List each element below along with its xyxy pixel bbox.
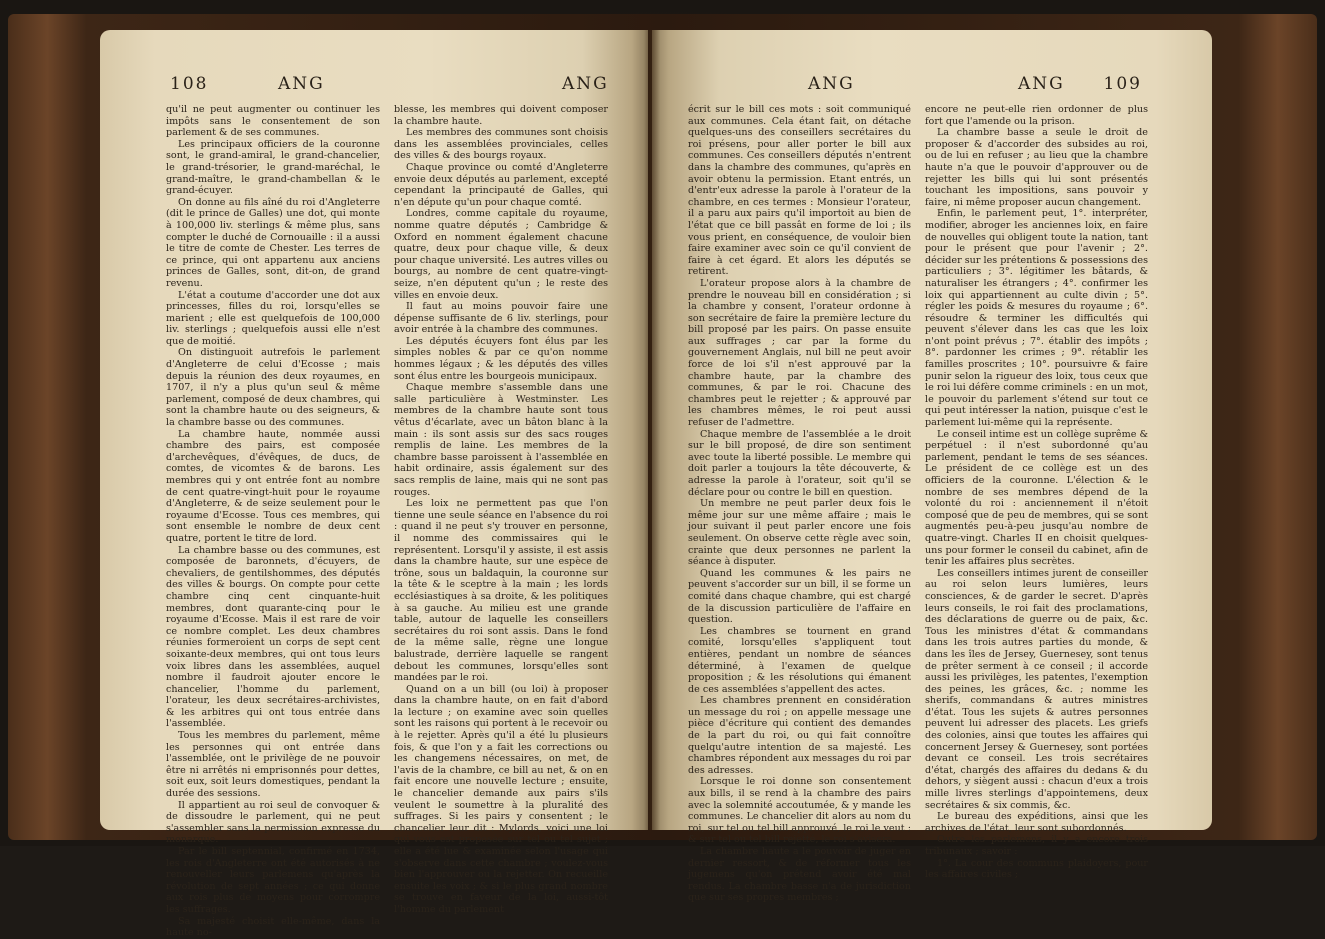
paragraph: On donne au fils aîné du roi d'Angleterre (dit le prince de Galles) une dot, qui monte à 100,000 liv. sterlings & même plus, sans compter le duché de Cornouaille : il a aussi le titre de comte de Chester. Les terres de ce prince, qui ont appartenu aux anciens princes de Galles, sont, dit-on, de grand revenu. [166, 196, 380, 289]
paragraph: Le conseil intime est un collège suprême & perpétuel : il n'est subordonné qu'au parlement, pendant le tems de ses séances. Le président de ce collège est un des officiers de la couronne. L'élection & le nombre de ses membres dépend de la volonté du roi : anciennement il n'étoit composé que de peu de membres, qui se sont augmentés peu-à-peu jusqu'au nombre de quatre-vingt. Charles II en choisit quelques-uns pour former le conseil du cabinet, afin de tenir les affaires plus secrètes. [925, 428, 1148, 568]
paragraph: Les chambres se tournent en grand comité, lorsqu'elles s'appliquent tout entières, pendant un nombre de séances déterminé, à l'examen de quelque proposition ; & les résolutions qui émanent de ces assemblées s'appellent des actes. [688, 625, 911, 695]
paragraph: Les loix ne permettent pas que l'on tienne une seule séance en l'absence du roi : quand il ne peut s'y trouver en personne, il nomme des commissaires qui le représentent. Lorsqu'il y assiste, il est assis dans la chambre haute, sur une espèce de trône, sous un baldaquin, la couronne sur la tête & le sceptre à la main ; les lords ecclésiastiques à sa droite, & les politiques à sa gauche. Au milieu est une grande table, autour de laquelle les conseillers secrétaires du roi sont assis. Dans le fond de la même salle, règne une longue balustrade, derrière laquelle se rangent debout les communes, lorsqu'elles sont mandées par le roi. [394, 498, 608, 684]
left-column-1 [166, 104, 380, 939]
right-column-2 [925, 104, 1148, 881]
paragraph: Quand les communes & les pairs ne peuvent s'accorder sur un bill, il se forme un comité dans chaque chambre, qui est chargé de la discussion particulière de l'affaire en question. [688, 567, 911, 626]
paragraph: Les membres des communes sont choisis dans les assemblées provinciales, celles des villes & des bourgs royaux. [394, 127, 608, 162]
book-gutter [644, 30, 660, 830]
paragraph: Les principaux officiers de la couronne sont, le grand-amiral, le grand-chancelier, le grand-trésorier, le grand-maréchal, le grand-maître, le grand-chambellan & le grand-écuyer. [166, 138, 380, 197]
paragraph: Il faut au moins pouvoir faire une dépense suffisante de 6 liv. sterlings, pour avoir entrée à la chambre des communes. [394, 301, 608, 336]
paragraph: La chambre haute, nommée aussi chambre des pairs, est composée d'archevêques, d'évêques, de ducs, de comtes, de vicomtes & de barons. Les membres qui y ont entrée font au nombre de cent quatre-vingt-huit pour le royaume d'Angleterre, & de seize seulement pour le royaume d'Ecosse. Tous ces membres, qui sont ensemble le nombre de deux cent quatre, portent le titre de lord. [166, 428, 380, 544]
right-page-number: 109 [1103, 74, 1142, 94]
left-column-2 [394, 104, 608, 915]
paragraph: Chaque membre s'assemble dans une salle particulière à Westminster. Les membres de la chambre haute sont tous vêtus d'écarlate, avec un bâton blanc à la main : ils sont assis sur des sacs rouges remplis de laine. Les membres de la chambre basse paroissent à l'assemblée en habit ordinaire, assis également sur des sacs remplis de laine, mais qui ne sont pas rouges. [394, 382, 608, 498]
right-column-1 [688, 104, 911, 904]
left-running-head [170, 74, 608, 100]
paragraph: Les conseillers intimes jurent de conseiller au roi selon leurs lumières, leurs consciences, & de garder le secret. D'après leurs conseils, le roi fait des proclamations, des déclarations de guerre ou de paix, &c. Tous les ministres d'état & commandans dans les trois autres parties du monde, & dans les îles de Jersey, Guernesey, sont tenus de prêter serment à ce conseil ; il accorde aussi les privilèges, les patentes, l'exemption des peines, les grâces, &c. ; nomme les sherifs, commandans & autres ministres d'état. Tous les sujets & autres personnes peuvent lui adresser des placets. Les griefs des colonies, ainsi que toutes les affaires qui concernent Jersey & Guernesey, sont portées devant ce conseil. Les trois secrétaires d'état, chargés des affaires du dedans & du dehors, y siègent aussi : chacun d'eux a trois mille livres sterlings d'appointemens, deux secrétaires & six commis, &c. [925, 567, 1148, 811]
paragraph: Tous les membres du parlement, même les personnes qui ont entrée dans l'assemblée, ont le privilège de ne pouvoir être ni arrêtés ni emprisonnés pour dettes, soit eux, soit leurs domestiques, pendant la durée des sessions. [166, 730, 380, 800]
right-columns [688, 104, 1148, 904]
paragraph: encore ne peut-elle rien ordonner de plus fort que l'amende ou la prison. [925, 104, 1148, 127]
right-running-head-2: ANG [1018, 74, 1065, 94]
paragraph: Les députés écuyers font élus par les simples nobles & par ce qu'on nomme hommes légaux ; & les députés des villes sont élus entre les bourgeois municipaux. [394, 335, 608, 382]
paragraph: L'état a coutume d'accorder une dot aux princesses, filles du roi, lorsqu'elles se marient ; elle est quelquefois de 100,000 liv. sterlings ; quelquefois aussi elle n'est que de moitié. [166, 289, 380, 347]
left-running-head-2: ANG [562, 74, 609, 94]
paragraph: Le bureau des expéditions, ainsi que les archives de l'état, leur sont subordonnés. [925, 811, 1148, 834]
left-page [100, 30, 648, 939]
paragraph: La chambre basse a seule le droit de proposer & d'accorder des subsides au roi, ou de lui en refuser ; au lieu que la chambre haute n'a que le pouvoir d'approuver ou de rejetter les bills qui lui sont présentés touchant les impositions, sans pouvoir y faire, ni même proposer aucun changement. [925, 127, 1148, 208]
paragraph: On distinguoit autrefois le parlement d'Angleterre de celui d'Ecosse ; mais depuis la réunion des deux royaumes, en 1707, il n'y a plus qu'un seul & même parlement, composé de deux chambres, qui sont la chambre haute ou des seigneurs, & la chambre basse ou des communes. [166, 347, 380, 429]
right-page [652, 30, 1212, 904]
paragraph: Outre les parlemens, il y a encore trois tribunaux ; savoir : [925, 834, 1148, 857]
right-running-head [688, 74, 1142, 100]
paragraph: Chaque membre de l'assemblée a le droit sur le bill proposé, de dire son sentiment avec toute la liberté possible. Le membre qui doit parler a toujours la tête découverte, & adresse la parole à l'orateur, soit qu'il se déclare pour ou contre le bill en question. [688, 428, 911, 498]
left-page-number: 108 [170, 74, 209, 94]
right-running-head-1: ANG [808, 74, 855, 94]
paragraph: Sa majesté choisit elle-même, dans la haute no- [166, 915, 380, 939]
paragraph: écrit sur le bill ces mots : soit communiqué aux communes. Cela étant fait, on détache quelques-uns des conseillers secrétaires du roi présens, pour aller porter le bill aux communes. Ces conseillers députés n'entrent dans la chambre des communes, qu'après en avoir obtenu la permission. Etant entrés, un d'entr'eux adresse la parole à l'orateur de la chambre, en ces termes : Monsieur l'orateur, il a paru aux pairs qu'il importoit au bien de l'état que ce bill passât en forme de loi ; ils vous prient, en conséquence, de vouloir bien faire examiner avec soin ce qu'il convient de faire à cet égard. Et alors les députés se retirent. [688, 104, 911, 278]
paragraph: Il appartient au roi seul de convoquer & de dissoudre le parlement, qui ne peut s'assembler sans la permission expresse du monarque. [166, 799, 380, 846]
paragraph: La chambre basse ou des communes, est composée de baronnets, d'écuyers, de chevaliers, de gentilshommes, des députés des villes & bourgs. On compte pour cette chambre cinq cent cinquante-huit membres, dont quarante-cinq pour le royaume d'Ecosse. Mais il est rare de voir ce nombre complet. Les deux chambres réunies formeroient un corps de sept cent soixante-deux membres, qui ont tous leurs voix libres dans les assemblées, auquel nombre il faudroit ajouter encore le chancelier, l'homme du parlement, l'orateur, les deux secrétaires-archivistes, & les arbitres qui ont tous entrée dans l'assemblée. [166, 544, 380, 730]
left-columns [166, 104, 608, 939]
paragraph: blesse, les membres qui doivent composer la chambre haute. [394, 104, 608, 127]
paragraph: Un membre ne peut parler deux fois le même jour sur une même affaire ; mais le jour suivant il peut parler encore une fois seulement. On observe cette règle avec soin, crainte que deux personnes ne parlent la séance à disputer. [688, 498, 911, 568]
paragraph: L'orateur propose alors à la chambre de prendre le nouveau bill en considération ; si la chambre y consent, l'orateur ordonne à son secrétaire de faire la première lecture du bill proposé par les pairs. On passe ensuite aux suffrages ; car par la forme du gouvernement Anglais, nul bill ne peut avoir force de loi s'il n'est approuvé par la chambre haute, par la chambre des communes, & par le roi. Chacune des chambres peut le rejetter ; & approuvé par les chambres mêmes, le roi peut aussi refuser de l'admettre. [688, 277, 911, 429]
paragraph: La chambre haute a le pouvoir de juger en dernier ressort, & de réformer tous les jugemens qu'on prétend avoir été mal rendus. La chambre basse n'a de jurisdiction que sur ses propres membres ; [688, 846, 911, 904]
paragraph: Chaque province ou comté d'Angleterre envoie deux députés au parlement, excepté cependant la principauté de Galles, qui n'en députe qu'un pour chaque comté. [394, 161, 608, 208]
paragraph: 1°. La cour des communs plaidoyers, pour les affaires civiles ; [925, 857, 1148, 881]
paragraph: Enfin, le parlement peut, 1°. interpréter, modifier, abroger les anciennes loix, en faire de nouvelles qui obligent toute la nation, tant pour le présent que pour l'avenir ; 2°. décider sur les prétentions & possessions des particuliers ; 3°. légitimer les bâtards, & naturaliser les étrangers ; 4°. confirmer les loix qui appartiennent au culte divin ; 5°. régler les poids & mesures du royaume ; 6°. résoudre & terminer les difficultés qui peuvent s'élever dans les cas que les loix n'ont point prévus ; 7°. établir des impôts ; 8°. pardonner les crimes ; 9°. rétablir les familles proscrites ; 10°. poursuivre & faire punir selon la rigueur des loix, tous ceux que le roi lui défère comme criminels : en un mot, le pouvoir du parlement s'étend sur tout ce qui peut intéresser la nation, puisque c'est le parlement lui-même qui la représente. [925, 208, 1148, 429]
paragraph: qu'il ne peut augmenter ou continuer les impôts sans le consentement de son parlement & de ses communes. [166, 104, 380, 139]
paragraph: Lorsque le roi donne son consentement aux bills, il se rend à la chambre des pairs avec la solemnité accoutumée, & y mande les communes. Le chancelier dit alors au nom du roi, sur tel ou tel bill approuvé, le roi le veut ; & sur tel ou tel bill rejetté, le roi s'avisera. [688, 776, 911, 846]
paragraph: Les chambres prennent en considération un message du roi ; on appelle message une pièce d'écriture qui contient des demandes de la part du roi, ou qui fait connoître quelqu'autre intention de sa majesté. Les chambres répondent aux messages du roi par des adresses. [688, 695, 911, 776]
left-running-head-1: ANG [278, 74, 325, 94]
paragraph: Londres, comme capitale du royaume, nomme quatre députés ; Cambridge & Oxford en nomment également chacune quatre, deux pour chaque ville, & deux pour chaque université. Les autres villes ou bourgs, au nombre de cent quatre-vingt-seize, n'en députent qu'un ; le reste des villes en envoie deux. [394, 208, 608, 301]
paragraph: Quand on a un bill (ou loi) à proposer dans la chambre haute, on en fait d'abord la lecture ; on examine avec soin quelles sont les raisons qui portent à le recevoir ou à le rejetter. Après qu'il a été lu plusieurs fois, & que l'on y a fait les corrections ou les changemens nécessaires, on met, de l'avis de la chambre, ce bill au net, & on en fait encore une nouvelle lecture ; ensuite, le chancelier demande aux pairs s'ils veulent le soumettre à la pluralité des suffrages. Si les pairs y consentent ; le chancelier leur dit : Mylords, voici une loi qui vous est proposée sur tel ou tel sujet ; elle a été lue & examinée selon l'usage qui s'observe dans cette chambre ; voulez-vous bien l'approuver ou la rejetter. On recueille ensuite les voix ; & si le plus grand nombre se trouve en faveur de la loi, aussi-tôt l'homme du parlement [394, 683, 608, 915]
paragraph: Par le bill septennial, confirmé en 1734, les rois d'Angleterre ont été autorisés à ne renouveller leurs parlemens qu'après la révolution de sept années ; ce qui donne aux rois plus de moyens pour corrompre les suffrages. [166, 846, 380, 915]
